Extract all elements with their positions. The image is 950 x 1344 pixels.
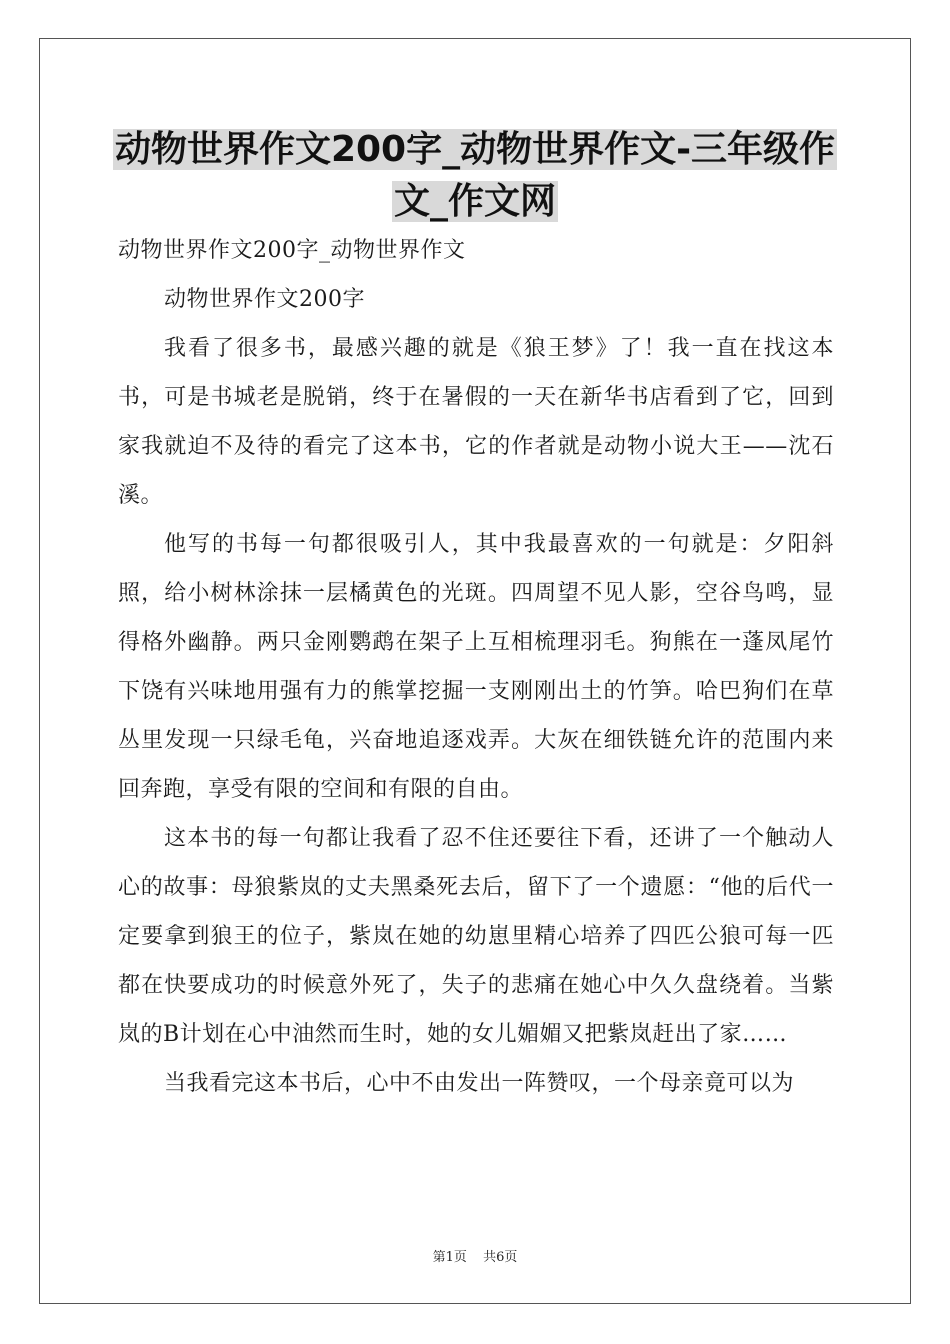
page-number-current: 第1页 [432, 1250, 467, 1265]
title-line-2: 文_作文网 [393, 181, 556, 222]
paragraph: 这本书的每一句都让我看了忍不住还要往下看，还讲了一个触动人心的故事：母狼紫岚的丈夫黑桑死去后，留下了一个遗愿：“他的后代一定要拿到狼王的位子，紫岚在她的幼崽里精心培养了四匹公狼可每一匹都在快要成功的时候意外死了，失子的悲痛在她心中久久盘绕着。当紫岚的B计划在心中油然而生时，她的女儿媚媚又把紫岚赶出了家…… [118, 826, 834, 1047]
paragraph: 我看了很多书，最感兴趣的就是《狼王梦》了！我一直在找这本书，可是书城老是脱销，终于在暑假的一天在新华书店看到了它，回到家我就迫不及待的看完了这本书，它的作者就是动物小说大王——沈石溪。 [118, 336, 834, 508]
document-title [60, 124, 890, 228]
page-footer [0, 1246, 950, 1265]
paragraph-heading: 动物世界作文200字 [164, 287, 365, 312]
paragraph: 他写的书每一句都很吸引人，其中我最喜欢的一句就是：夕阳斜照，给小树林涂抹一层橘黄色的光斑。四周望不见人影，空谷鸟鸣，显得格外幽静。两只金刚鹦鹉在架子上互相梳理羽毛。狗熊在一蓬凤尾竹下饶有兴味地用强有力的熊掌挖掘一支刚刚出土的竹笋。哈巴狗们在草丛里发现一只绿毛龟，兴奋地追逐戏弄。大灰在细铁链允许的范围内来回奔跑，享受有限的空间和有限的自由。 [118, 532, 834, 802]
title-line-1: 动物世界作文200字_动物世界作文-三年级作 [114, 129, 836, 170]
page-number-total: 共6页 [483, 1250, 518, 1265]
paragraph: 当我看完这本书后，心中不由发出一阵赞叹，一个母亲竟可以为 [164, 1071, 795, 1096]
document-subtitle: 动物世界作文200字_动物世界作文 [118, 238, 466, 263]
document-body [118, 226, 834, 1108]
